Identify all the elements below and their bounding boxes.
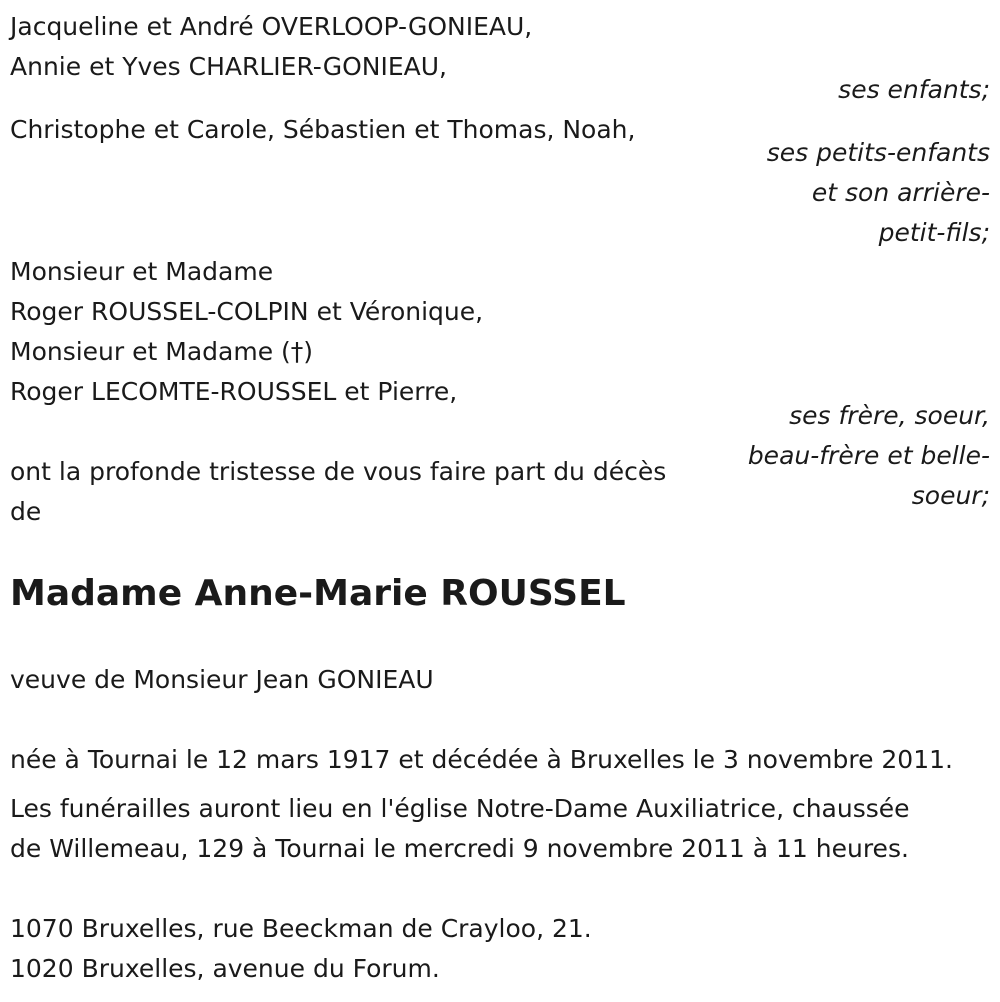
siblings-line-3: Monsieur et Madame (†): [10, 337, 314, 366]
announcement-line-1: ont la profonde tristesse de vous faire part du décès: [10, 457, 667, 486]
children-line-1: Jacqueline et André OVERLOOP-GONIEAU,: [10, 12, 533, 41]
deceased-name: Madame Anne-Marie ROUSSEL: [10, 573, 626, 614]
children-role: ses enfants;: [838, 75, 990, 104]
children-line-2: Annie et Yves CHARLIER-GONIEAU,: [10, 52, 447, 81]
funeral-line-1: Les funérailles auront lieu en l'église Notre-Dame Auxiliatrice, chaussée: [10, 794, 910, 823]
grandchildren-role-line-3: petit-fils;: [878, 218, 990, 247]
siblings-role-line-2: beau-frère et belle-: [747, 441, 990, 470]
siblings-role-line-1: ses frère, soeur,: [789, 401, 990, 430]
address-line-2: 1020 Bruxelles, avenue du Forum.: [10, 954, 440, 983]
grandchildren-line: Christophe et Carole, Sébastien et Thomas, Noah,: [10, 115, 636, 144]
announcement-line-2: de: [10, 497, 42, 526]
funeral-line-2: de Willemeau, 129 à Tournai le mercredi 9 novembre 2011 à 11 heures.: [10, 834, 909, 863]
siblings-line-1: Monsieur et Madame: [10, 257, 274, 286]
birth-death-line: née à Tournai le 12 mars 1917 et décédée à Bruxelles le 3 novembre 2011.: [10, 745, 953, 774]
grandchildren-role-line-1: ses petits-enfants: [766, 138, 990, 167]
address-line-1: 1070 Bruxelles, rue Beeckman de Crayloo, 21.: [10, 914, 592, 943]
grandchildren-role-line-2: et son arrière-: [811, 178, 990, 207]
siblings-line-4: Roger LECOMTE-ROUSSEL et Pierre,: [10, 377, 458, 406]
widow-of-line: veuve de Monsieur Jean GONIEAU: [10, 665, 434, 694]
siblings-role-line-3: soeur;: [911, 481, 990, 510]
siblings-line-2: Roger ROUSSEL-COLPIN et Véronique,: [10, 297, 484, 326]
